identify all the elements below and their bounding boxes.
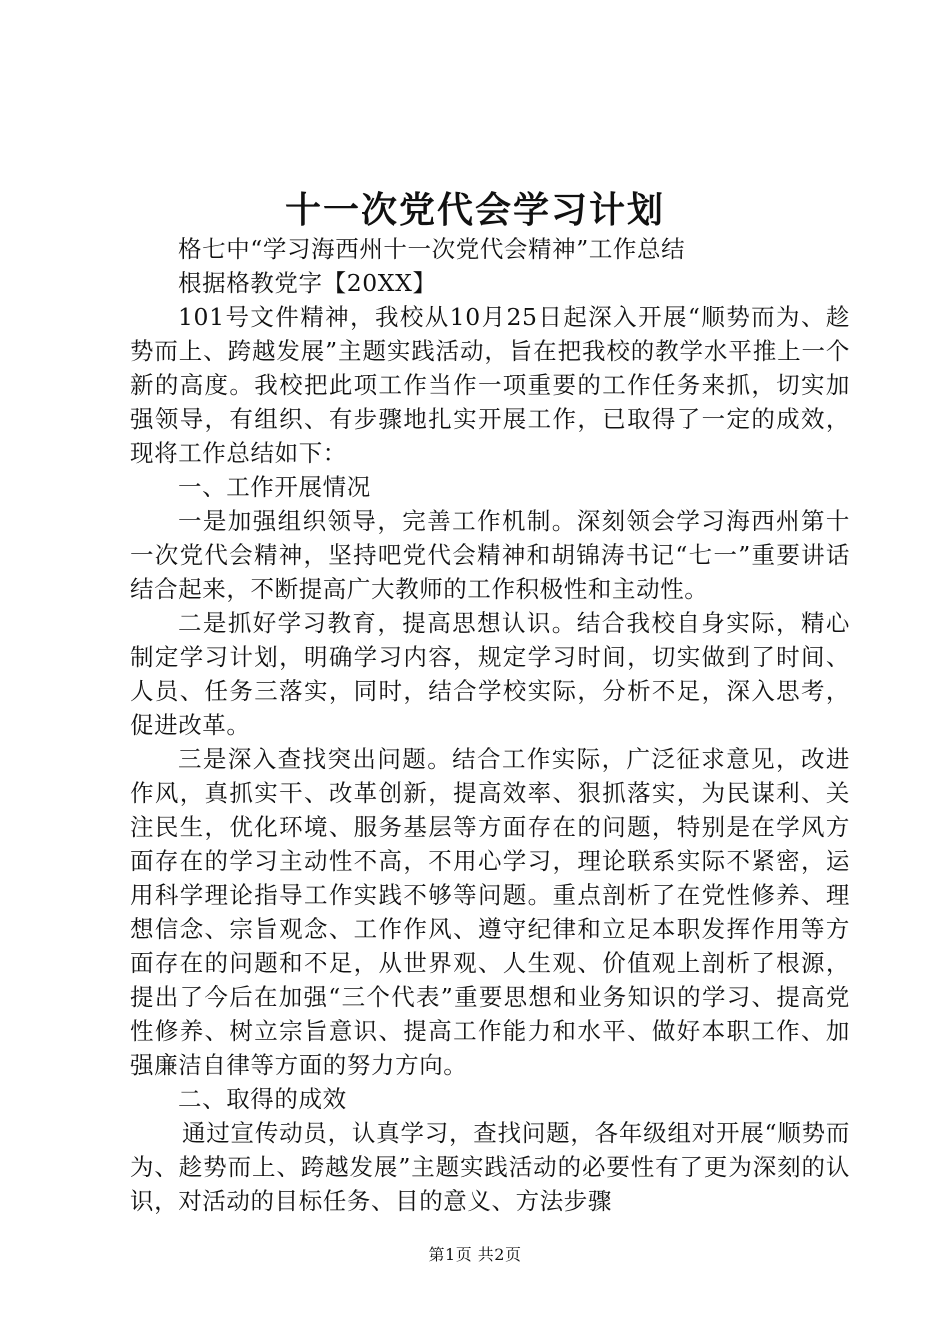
- body-paragraph-1: 一是加强组织领导，完善工作机制。深刻领会学习海西州第十一次党代会精神，坚持吧党代会精神和胡锦涛书记“七一”重要讲话结合起来，不断提高广大教师的工作积极性和主动性。: [130, 507, 850, 603]
- body-paragraph-3: 三是深入查找突出问题。结合工作实际，广泛征求意见，改进作风，真抓实干、改革创新，提高效率、狠抓落实，为民谋利、关注民生，优化环境、服务基层等方面存在的问题，特别是在学风方面存在的学习主动性不高，不用心学习，理论联系实际不紧密，运用科学理论指导工作实践不够等问题。重点剖析了在党性修养、理想信念、宗旨观念、工作作风、遵守纪律和立足本职发挥作用等方面存在的问题和不足，从世界观、人生观、价值观上剖析了根源，提出了今后在加强“三个代表”重要思想和业务知识的学习、提高党性修养、树立宗旨意识、提高工作能力和水平、做好本职工作、加强廉洁自律等方面的努力方向。: [130, 745, 850, 1079]
- subtitle-paragraph: 格七中“学习海西州十一次党代会精神”工作总结: [178, 235, 686, 263]
- reference-paragraph: 根据格教党字【20XX】: [178, 269, 437, 297]
- section-heading-1: 一、工作开展情况: [178, 473, 371, 501]
- intro-paragraph: 101号文件精神，我校从10月25日起深入开展“顺势而为、趁势而上、跨越发展”主题实践活动，旨在把我校的教学水平推上一个新的高度。我校把此项工作当作一项重要的工作任务来抓，切实加强领导，有组织、有步骤地扎实开展工作，已取得了一定的成效，现将工作总结如下：: [130, 303, 850, 467]
- document-title: 十一次党代会学习计划: [284, 189, 665, 231]
- section-heading-2: 二、取得的成效: [178, 1085, 347, 1113]
- body-paragraph-2: 二是抓好学习教育，提高思想认识。结合我校自身实际，精心制定学习计划，明确学习内容，规定学习时间，切实做到了时间、人员、任务三落实，同时，结合学校实际，分析不足，深入思考，促进改革。: [130, 609, 850, 739]
- page-footer: 第1页 共2页: [428, 1245, 522, 1264]
- document-body: [130, 232, 850, 1218]
- body-paragraph-4: 通过宣传动员，认真学习，查找问题，各年级组对开展“顺势而为、趁势而上、跨越发展”主题实践活动的必要性有了更为深刻的认识，对活动的目标任务、目的意义、方法步骤: [130, 1119, 850, 1215]
